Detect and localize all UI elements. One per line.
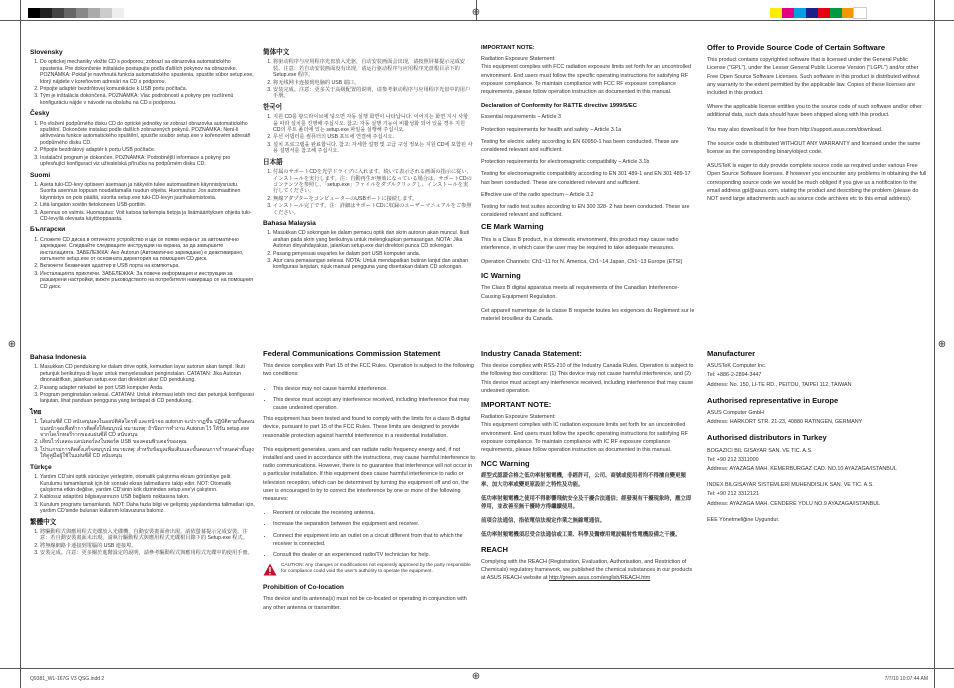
manufacturer-address: Address: No. 150, LI-TE RD., PEITOU, TAIPEI 112, TAIWAN [707, 381, 852, 388]
install-step: 2. Pasang penyesuai wayarles ke dalam port USB komputer anda. [273, 251, 473, 257]
source-paragraph: The source code is distributed WITHOUT ANY WARRANTY and licensed under the same license as the corresponding binary/object code. [707, 140, 921, 156]
install-steps [30, 419, 255, 459]
install-step: 3. Program penginstalan selesai. CATATAN: Untuk informasi lebih rinci dan petunjuk konfigurasi lanjutan, lihat panduan pengguna yang terdapat di CD pendukung. [40, 392, 255, 405]
reach-title: REACH [481, 544, 509, 554]
fcc-section [263, 350, 475, 618]
canada-ncc-reach-column [481, 350, 696, 588]
language-section [30, 410, 255, 460]
rtte-title: Declaration of Conformity for R&TTE directive 1999/5/EC [481, 103, 637, 110]
eu-rep-title: Authorised representative in Europe [707, 395, 839, 405]
install-step: 3. インストール完了です。注：詳細はサポートCDに収録のユーザーマニュアルをご参照ください。 [273, 203, 473, 216]
source-code-offer [707, 44, 927, 209]
ic-text-fr: Cet appareil numerique de la classe B respecte toutes les exigences du Reglement sur le materiel brouilleur du Canada. [481, 307, 695, 323]
install-step: 3. 安装完成。注意：更多关于高级配置的说明，请参考驱动程序与应用程序光盘中的用户手册。 [273, 87, 473, 100]
bullet-item: • Consult the dealer or an experienced radio/TV technician for help. [273, 551, 475, 559]
ncc-paragraph: 低功率射頻電機須忍受合法通信或工業、科學及醫療用電波輻射性電機設備之干擾。 [481, 532, 681, 539]
industry-canada-title: Industry Canada Statement: [481, 349, 582, 358]
fcc-paragraph: This equipment generates, uses and can radiate radio frequency energy and, if not installed and used in accordance with the instructions, may cause harmful interference to radio communications. However, there is no guarantee that interference will not occur in a particular installation. If this equipment does cause harmful interference to radio or television reception, which can be determined by turning the equipment off and on, the user is encouraged to try to correct the interference by one or more of the following measures: [263, 446, 475, 503]
install-step: 1. Yardım CD'sini optik sürücüye yerleştirin, otomatik çalıştırma ekranı görüntüye gelir. Kurulumu tamamlamak için bir sonraki ekran talimatlarını takip edin. NOT: Otomatik çalıştırma etkin değilse, yardım CD'sinin kök dizininden setup.exe'yi çalıştırın. [40, 474, 255, 493]
bullet-item: • Increase the separation between the equipment and receiver. [273, 520, 475, 528]
rtte-item: Protection requirements for electromagnetic compatibility – Article 3.1b [481, 159, 650, 166]
distributor-address: Address: AYAZAGA MAH. KEMERBURGAZ CAD. NO.10 AYAZAGA/ISTANBUL [707, 466, 897, 473]
install-step: 2. เสียบไวร์เลสอะแดปเตอร์ลงในพอร์ต USB ของคอมพิวเตอร์ของคุณ [40, 439, 255, 445]
language-heading: Česky [30, 110, 50, 118]
installation-column-2 [263, 50, 473, 276]
radiation-exposure-heading: Radiation Exposure Statement: [481, 414, 556, 421]
reach-link[interactable]: http://green.asus.com/english/REACH.htm [549, 575, 651, 582]
install-step: 3. Инсталацията приключи. ЗАБЕЛЕЖКА: За повече информация и инструкции за разширени настройки, вижте ръководството на потребителя намиращо се на помощния CD диск. [40, 271, 255, 290]
manufacturer-name: ASUSTeK Computer Inc. [707, 363, 767, 370]
manufacturer-tel: Tel: +886-2-2894-3447 [707, 372, 762, 379]
eu-rep-name: ASUS Computer GmbH [707, 410, 764, 417]
install-step: 1. 지원 CD를 광드라이브에 넣으면 자동 실행 화면이 나타납니다. 이어지는 화면 지시 사항을 따라 설치를 진행해 주십시오. 참고: 자동 실행 기능이 비활성화 되어 있을 경우 지원 CD의 루트 폴더에 있는 setup.exe 파일을 실행해 주십시오. [273, 114, 473, 133]
install-step: 1. Masukkan CD sokongan ke dalam pemacu optik dan skrin autorun akan muncul. Ikuti arahan pada skrin yang berikutnya untuk melengkapkan pemasangan. NOTA: Jika Autorun dinyahdayakan, jalankan setup.exe dari direktori punca CD sokongan. [273, 230, 473, 249]
fcc-title: Federal Communications Commission Statement [263, 349, 441, 358]
eee-compliance: EEE Yönetmeliğine Uygundur. [707, 516, 780, 523]
install-step: 1. Сложете CD диска в оптичното устройство и ще се появи екранът за автоматично зареждане. Следвайте следващите инструкции на екрана, за да завършите инсталацията. ЗАБЕЛЕЖКА: Ако Autorun (Автоматично зареждане) е деактивирано, изпълнете setup.exe от основната директория на помощния CD диск. [40, 237, 255, 263]
language-section [30, 173, 255, 223]
install-step: 2. 將無線網路卡連接到電腦的 USB 連接埠。 [40, 543, 255, 549]
install-step: 2. 무선 어댑터를 컴퓨터의 USB 포트에 연결해 주십시오. [273, 134, 473, 140]
install-step: 1. 将驱动程序与应用程序光盘放入光驱，自动安装画面会出现，请按照屏幕提示完成安装。注意：若自动安装画面没有出现，请运行驱动程序与应用程序光盘根目录下的 Setup.exe 程序。 [273, 59, 473, 78]
manufacturer-title: Manufacturer [707, 349, 756, 358]
ncc-paragraph: 前項合法通信，指依電信法規定作業之無線電通信。 [481, 518, 605, 525]
ncc-paragraph: 低功率射頻電機之使用不得影響飛航安全及干擾合法通信；經發現有干擾現象時，應立即停用，並改善至無干擾時方得繼續使用。 [481, 495, 692, 511]
language-section [263, 221, 473, 271]
install-step: 3. Tým je inštalácia dokončená. POZNÁMKA: Viac podrobností a pokyny pre rozšírenú konfiguráciu nájde v návode na obsluhu na CD s podporou. [40, 93, 255, 106]
install-step: 3. 설치 프로그램을 완료합니다. 참고: 자세한 설명 및 고급 구성 정보는 지원 CD에 포함된 사용 설명서를 참고해 주십시오. [273, 142, 473, 155]
ic-text-en: The Class B digital apparatus meets all requirements of the Canadian Interference-Causing Equipment Regulation. [481, 285, 680, 300]
install-steps [30, 474, 255, 514]
language-section [30, 355, 255, 405]
colocation-title: Prohibition of Co-location [263, 584, 344, 592]
crop-line-left [20, 0, 21, 688]
ncc-paragraph: 經型式認證合格之低功率射頻電機，非經許可，公司、商號或使用者均不得擅自變更頻率、加大功率或變更原設計之特性及功能。 [481, 473, 686, 488]
install-step: 2. Připojte bezdrátový adaptér k portu USB počítače. [40, 147, 255, 153]
footer-timestamp: 7/7/10 10:07:44 AM [884, 676, 928, 682]
distributor-address: Address: AYAZAGA MAH. CENDERE YOLU NO.9 AYAZAGA/ISTANBUL [707, 500, 881, 507]
regulatory-column [481, 44, 696, 329]
crop-line-top [0, 20, 954, 21]
fcc-measures-list [263, 509, 475, 559]
source-paragraph: You may also download it for free from http://support.asus.com/download. [707, 126, 883, 133]
registration-target-icon: ⊕ [7, 339, 17, 350]
language-section [30, 465, 255, 515]
install-step: 1. ใส่แผ่นซีดี CD สนับสนุนลงในออปติคัลไดรฟ์ และหน้าจอ autorun จะปรากฏขึ้น ปฏิบัติตามขั้นตอนบนหน้าจอเพื่อทำการติดตั้งให้สมบูรณ์ หมายเหตุ: ถ้าปิดการทำงาน Autorun ไว้ ให้รัน setup.exe จากไดเร็กทอรีรากของแผ่นซีดี CD สนับสนุน [40, 419, 255, 438]
rtte-item: Protection requirements for health and safety – Article 3.1a [481, 126, 622, 133]
footer-file-info: Q9381_WL-167G V3 QSG.indd 2 [30, 676, 105, 682]
fcc-paragraph: This equipment has been tested and found to comply with the limits for a class B digital device, pursuant to part 15 of the FCC Rules. These limits are designed to provide reasonable protection against harmful interference in a residential installation. [263, 416, 471, 439]
language-heading: 繁體中文 [30, 518, 57, 526]
language-section [263, 160, 473, 216]
distributor-tel: Tel: +90 212 3311000 [707, 456, 759, 463]
language-section [30, 227, 255, 290]
install-step: 2. Pripojte adaptér bezdrôtovej komunikácie k USB portu počítača. [40, 86, 255, 92]
install-steps [263, 230, 473, 270]
industry-canada-text: This device complies with RSS-210 of the Industry Canada Rules. Operation is subject to the following two conditions: (1) This device may not cause harmful interference, and (2) This device must accept any interference received, including interference that may cause undesired operation. [481, 363, 694, 394]
ncc-title: NCC Warning [481, 459, 530, 469]
install-steps [30, 237, 255, 290]
install-step: 2. Kablosuz adaptörü bilgisayarınızın USB bağlantı noktasına takın. [40, 494, 255, 500]
language-heading: Bahasa Malaysia [263, 219, 316, 227]
radiation-exposure-heading: Radiation Exposure Statement: [481, 56, 556, 63]
caution-text: CAUTION: Any changes or modifications not expressly approved by the party responsible for compliance could void the user's authority to operate the equipment. [281, 563, 471, 575]
important-note-title: IMPORTANT NOTE: [481, 45, 535, 51]
ce-title: CE Mark Warning [481, 222, 544, 232]
install-step: 1. Po vložení podpůrného disku CD do optické jednotky se zobrazí obrazovka automatického spuštění. Dokončete instalaci podle dalších zobrazených pokynů. POZNÁMKA: Není-li aktivována funkce automatického spuštění, spusťte soubor setup.exe v kořenovém adresáři podpůrného disku CD. [40, 121, 255, 147]
manufacturer-info [707, 350, 927, 530]
install-step: 1. Masukkan CD pendukung ke dalam drive optik, kemudian layar autorun akan tampil. Ikuti petunjuk berikutnya di layar untuk menyelesaikan penginstalan. CATATAN: Jika Autorun dinonaktifkan, jalankan setup.exe dari direktori akar CD pendukung. [40, 364, 255, 383]
install-step: 1. 付属のサポートCDを光学ドライブに入れます。続いて表示される画面の指示に従い、インストールを実行します。注：自動再生が無効になっている場合は、サポートCDのコンテンツを参照し、「setup.exe」ファイルをダブルクリックし、インストールを実行してください。 [273, 169, 473, 195]
ce-channels: Operation Channels: Ch1~11 for N. America, Ch1~14 Japan, Ch1~13 Europe (ETSI) [481, 259, 683, 266]
install-step: 2. 将无线网卡连接到电脑的 USB 端口。 [273, 80, 473, 86]
install-steps [263, 114, 473, 154]
ic-radiation-text: This equipment complies with IC radiation exposure limits set forth for an uncontrolled environment. End users must follow the specific operating instructions for satisfying RF exposure compliance. To maintain compliance with IC RF exposure compliance requirements, please follow operation instruction as documented in this manual. [481, 422, 689, 454]
install-steps [263, 169, 473, 216]
install-step: 1. Aseta tuki-CD-levy optiseen asemaan ja näkyviin tulee automaattinen käynnistysruutu. Suorita asennus loppuun noudattamalla ruudun ohjeita. Huomautus: Jos automaattinen käynnistys on pois päältä, suorita setup.exe tuki-CD-levyn juurihakemistosta. [40, 182, 255, 201]
install-step: 3. Kurulum programı tamamlandı. NOT: Daha fazla bilgi ve gelişmiş yapılandırma talimatları için, yardım CD'sinde bulunan kullanım kılavuzuna bakınız. [40, 502, 255, 515]
reach-body: Complying with the REACH (Registration, Evaluation, Authorisation, and Restriction of Chemicals) regulatory framework, we published the chemical substances in our products at ASUS REACH website at [481, 558, 693, 582]
registration-target-icon: ⊕ [471, 671, 481, 682]
caution-box [263, 563, 475, 576]
language-heading: Türkçe [30, 463, 52, 471]
language-heading: Български [30, 226, 66, 234]
install-steps [30, 59, 255, 106]
grayscale-registration-bar [28, 8, 124, 18]
source-paragraph: ASUSTeK is eager to duly provide complete source code as required under various Free Open Source Software licenses. If however you encounter any problems in obtaining the full corresponding source code we would be much obliged if you give us a notification to the email address gpl@asus.com, stating the product and describing the problem (please do NOT send large attachments such as source code archives etc to this email address). [707, 163, 927, 203]
reach-text [481, 558, 696, 583]
registration-target-icon: ⊕ [471, 7, 481, 18]
install-step: 1. 將驅動程式與應用程式光碟放入光碟機，自動安裝畫面會出現。請依螢幕提示完成安裝。注意：若自動安裝畫面未出現，請執行驅動程式與應用程式光碟根目錄下的 Setup.exe 程式。 [40, 529, 255, 542]
install-step: 2. 無線アダプターをコンピューターのUSBポートに接続します。 [273, 196, 473, 202]
language-section [30, 520, 255, 557]
installation-column-1-lower [30, 355, 255, 562]
ce-text: This is a Class B product, in a domestic environment, this product may cause radio interference, in which case the user may be required to take adequate measures. [481, 236, 679, 251]
language-heading: 한국어 [263, 103, 283, 111]
bullet-item: • This device must accept any interference received, including interference that may cause undesired operation. [273, 396, 475, 412]
bullet-item: • This device may not cause harmful interference. [273, 385, 475, 393]
warning-icon [263, 563, 277, 576]
install-step: 2. Pasang adapter nirkabel ke port USB komputer Anda. [40, 385, 255, 391]
installation-column-1 [30, 50, 255, 295]
install-step: 2. Liitä langaton sovitin tietokoneen USB-porttiin. [40, 202, 255, 208]
language-section [30, 111, 255, 167]
important-note-title: IMPORTANT NOTE: [481, 400, 552, 410]
install-steps [30, 121, 255, 168]
language-heading: 简体中文 [263, 49, 290, 56]
language-heading: Slovensky [30, 49, 63, 56]
distributor-name: BOGAZICI BIL GISAYAR SAN. VE TIC. A.S. [707, 447, 813, 454]
rtte-item: Essential requirements – Article 3 [481, 114, 561, 121]
distributor-tel: Tel: +90 212 3312121 [707, 491, 760, 498]
language-heading: 日本語 [263, 158, 283, 166]
crop-line-right [934, 0, 935, 688]
source-paragraph: This product contains copyrighted software that is licensed under the General Public License ("GPL"), under the Lesser General Public License Version ("LGPL") and/or other Free Open Source Software Licenses. Such software in this product is distributed without any warranty to the extent permitted by the applicable law. Copies of these licenses are included in this product. [707, 57, 920, 97]
language-section [30, 50, 255, 106]
source-code-title: Offer to Provide Source Code of Certain Software [707, 43, 886, 52]
language-heading: Suomi [30, 171, 51, 179]
install-step: 2. Включете безжичния адаптер в USB порта на компютъра. [40, 263, 255, 269]
distributor-name: INDEX BILGISAYAR SISTEMLERI MUHENDISLIK SAN. VE TIC. A.S. [707, 482, 874, 489]
registration-target-icon: ⊕ [937, 339, 947, 350]
install-step: 3. Asennus on valmis. Huomautus: Voit katsoa tarkempia tietoja ja lisämäärityksen ohjeita tuki-CD-levyllä olevasta käyttöoppaasta. [40, 210, 255, 223]
fcc-intro: This device complies with Part 15 of the FCC Rules. Operation is subject to the following two conditions: [263, 363, 474, 378]
language-section [263, 105, 473, 155]
bullet-item: • Reorient or relocate the receiving antenna. [273, 509, 475, 517]
install-step: 3. 安裝完成。注意：更多關於進階設定的說明，請參考驅動程式與應用程式光碟中的使用手冊。 [40, 550, 255, 556]
install-step: 3. Atur cara pemasangan selesai. NOTA: Untuk mendapatkan butiran lanjut dan arahan konfigurasi lanjutan, rujuk manual pengguna yang disertakan dalam CD sokongan. [273, 258, 473, 271]
rtte-item: Testing for radio test suites according to EN 300 328- 2 has been conducted. These are considered relevant and sufficient. [481, 204, 690, 219]
install-steps [30, 529, 255, 557]
color-registration-bar [770, 8, 866, 18]
bullet-item: • Connect the equipment into an outlet on a circuit different from that to which the receiver is connected. [273, 532, 475, 548]
language-heading: Bahasa Indonesia [30, 354, 87, 361]
install-step: 3. โปรแกรมการติดตั้งเสร็จสมบูรณ์ หมายเหตุ: สำหรับข้อมูลเพิ่มเติมและขั้นตอนการกำหนดค่าขั้นสูง ให้ดูคู่มือผู้ใช้ในแผ่นซีดี CD สนับสนุน [40, 447, 255, 460]
install-steps [263, 59, 473, 99]
source-paragraph: Where the applicable license entitles you to the source code of such software and/or other additional data, such data should have been shipped along with this product. [707, 104, 922, 119]
install-steps [30, 182, 255, 222]
rtte-items [481, 113, 696, 219]
language-section [263, 50, 473, 100]
install-steps [30, 364, 255, 404]
language-heading: ไทย [30, 408, 42, 416]
rtte-item: Effective use of the radio spectrum – Article 3.2 [481, 191, 594, 198]
radiation-exposure-text: This equipment complies with FCC radiation exposure limits set forth for an uncontrolled environment. End users must follow the specific operating instructions for satisfying RF exposure compliance. To maintain compliance with FCC RF exposure compliance requirements, please follow operation instruction as documented in this manual. [481, 64, 692, 96]
eu-rep-address: Address: HARKORT STR. 21-23, 40880 RATINGEN, GERMANY [707, 419, 863, 426]
install-step: 3. Instalační program je dokončen. POZNÁMKA: Podrobnější informace a pokyny pro upřesňující konfiguraci viz uživatelská příručka na podpůrném disku CD. [40, 155, 255, 168]
crop-line-bottom [0, 668, 954, 669]
rtte-item: Testing for electromagnetic compatibility according to EN 301 489-1 and EN 301 489-17 has been conducted. These are considered relevant and sufficient. [481, 171, 691, 186]
fcc-conditions-list [263, 385, 475, 413]
rtte-item: Testing for electric safety according to EN 60950-1 has been conducted. These are considered relevant and sufficient. [481, 138, 679, 154]
colocation-text: This device and its antenna(s) must not be co-located or operating in conjunction with any other antenna or transmitter. [263, 596, 467, 611]
ic-title: IC Warning [481, 271, 521, 281]
install-step: 1. Do optickej mechaniky vložte CD s podporou; zobrazí sa obrazovka automatického spustenia. Pre dokončenie inštalácie postupujte podľa ďalších pokynov na obrazovke. POZNÁMKA: Pokiaľ je navrhnutá funkcia automatického spustenia, spustite súbor setup.exe, ktorý nájdete v koreňovom adresári na CD s podporou. [40, 59, 255, 85]
turkey-distributors-title: Authorised distributors in Turkey [707, 433, 827, 443]
